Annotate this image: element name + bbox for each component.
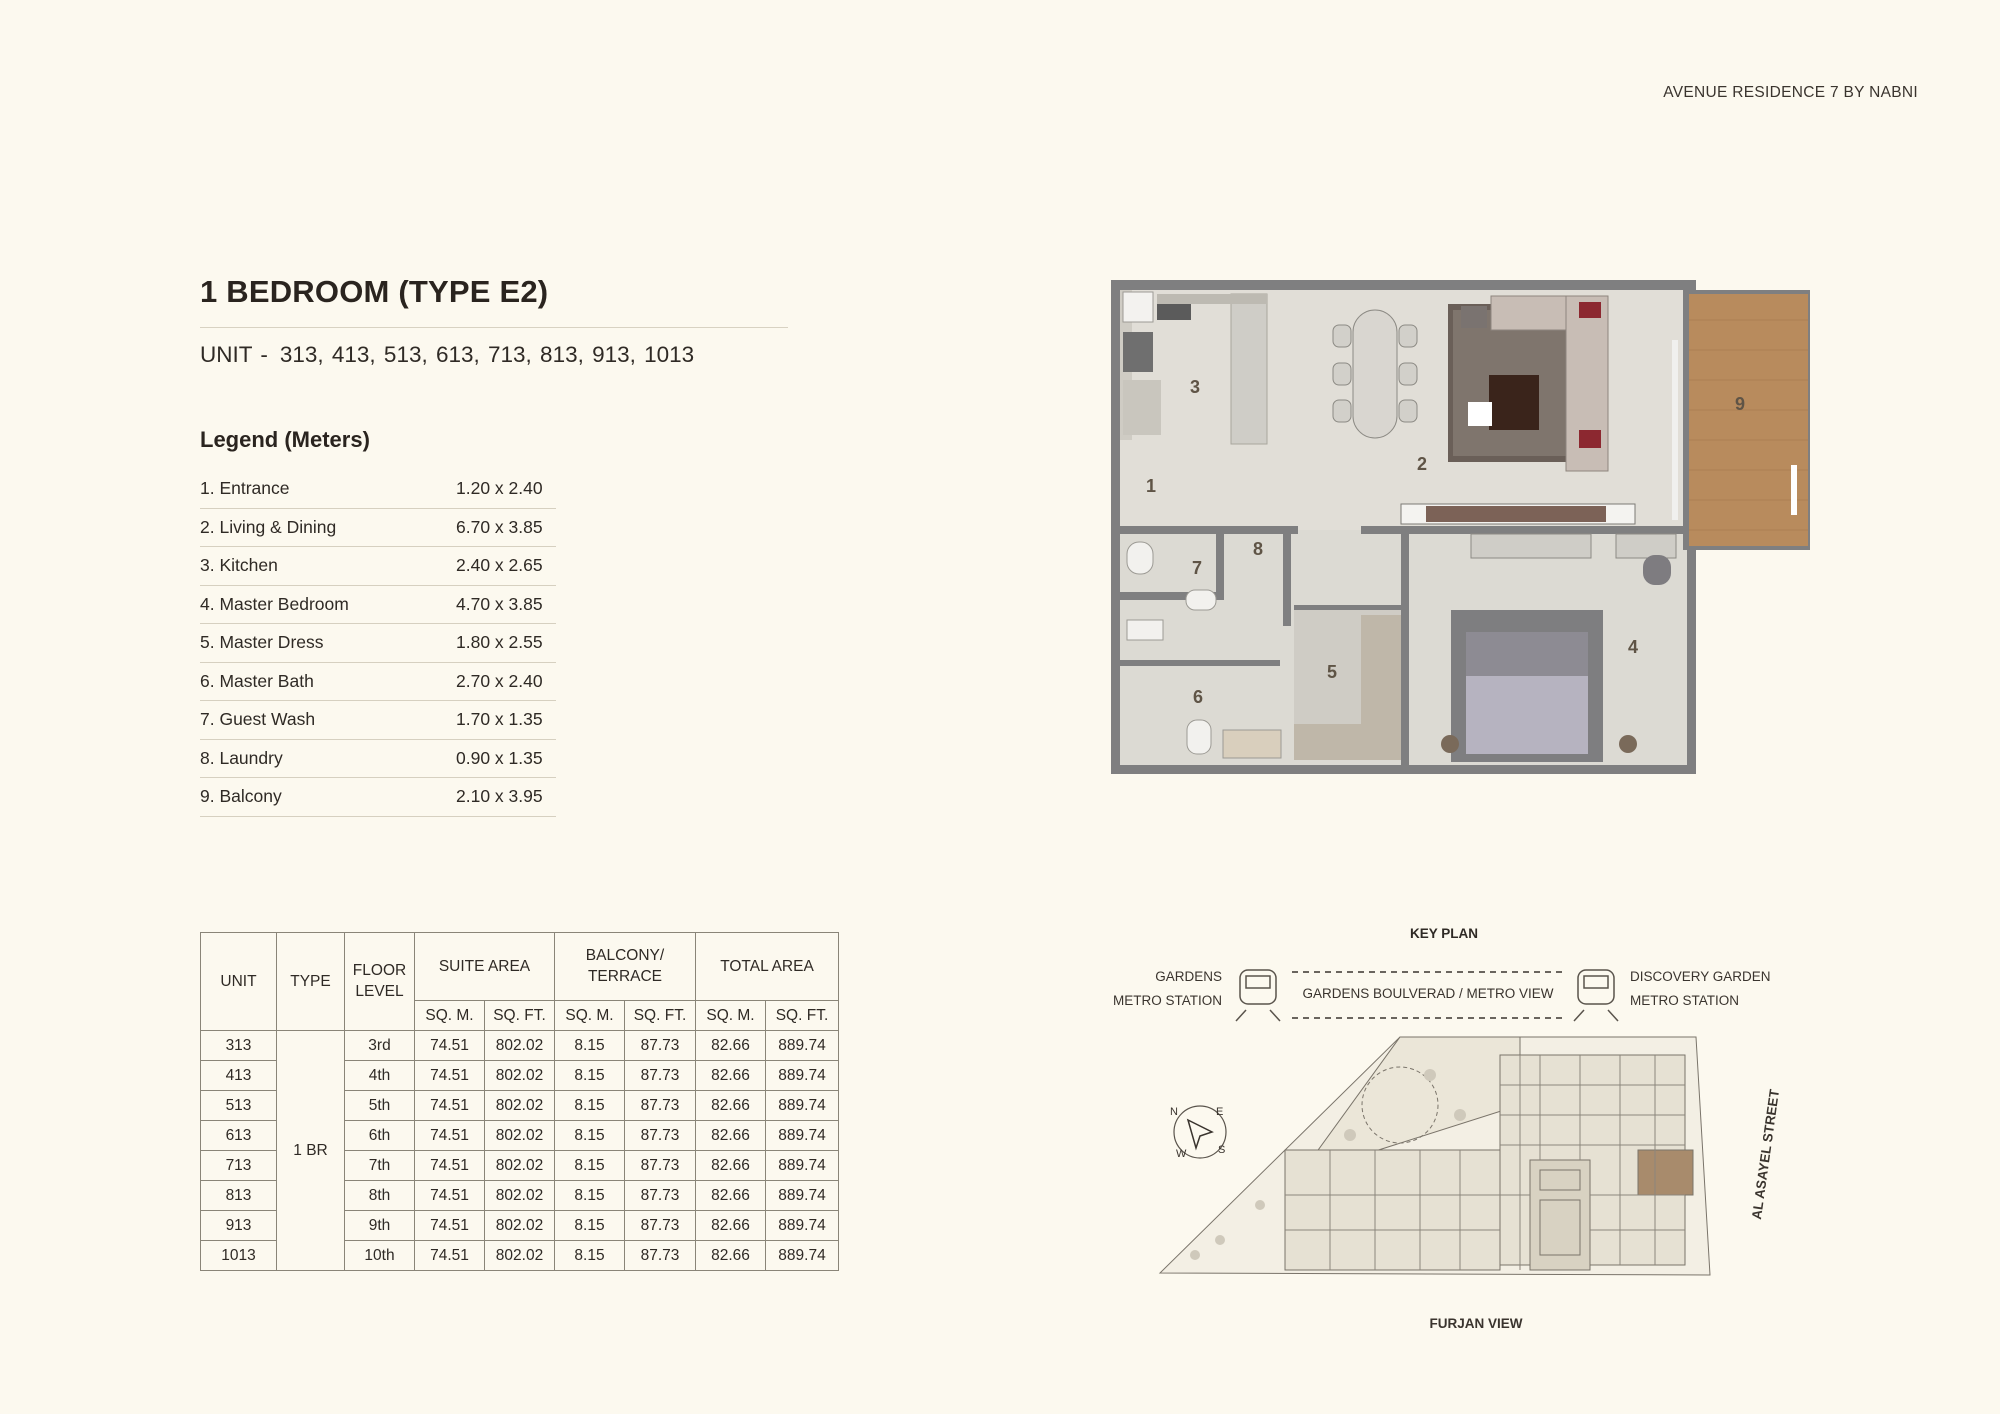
cell-suite-sqft: 802.02 — [485, 1241, 555, 1271]
legend-room-size: 1.20 x 2.40 — [456, 478, 543, 499]
cell-bal-sqft: 87.73 — [625, 1211, 696, 1241]
cell-tot-sqm: 82.66 — [696, 1121, 766, 1151]
cell-suite-sqft: 802.02 — [485, 1181, 555, 1211]
balcony-deck — [1689, 294, 1808, 546]
header-suite-sqm: SQ. M. — [415, 1001, 485, 1031]
room-number-5: 5 — [1326, 662, 1338, 682]
legend-room-name: 7. Guest Wash — [200, 709, 316, 730]
left-station-line2: METRO STATION — [1113, 993, 1222, 1008]
cell-suite-sqft: 802.02 — [485, 1091, 555, 1121]
page-title: 1 BEDROOM (TYPE E2) — [200, 274, 549, 309]
legend-room-name: 4. Master Bedroom — [200, 593, 349, 614]
room-number-3: 3 — [1189, 377, 1201, 397]
compass-s: S — [1218, 1144, 1226, 1156]
cell-suite-sqm: 74.51 — [415, 1091, 485, 1121]
cell-unit: 913 — [201, 1211, 277, 1241]
compass-icon — [1170, 1106, 1226, 1160]
cell-suite-sqm: 74.51 — [415, 1151, 485, 1181]
cell-unit: 813 — [201, 1181, 277, 1211]
cell-bal-sqft: 87.73 — [625, 1181, 696, 1211]
cell-bal-sqm: 8.15 — [555, 1151, 625, 1181]
legend-row — [200, 624, 556, 663]
left-station-line1: GARDENS — [1155, 969, 1222, 984]
room-number-9: 9 — [1734, 394, 1746, 414]
table-row — [201, 1031, 839, 1061]
cell-suite-sqm: 74.51 — [415, 1061, 485, 1091]
cell-suite-sqm: 74.51 — [415, 1181, 485, 1211]
legend-room-size: 1.80 x 2.55 — [456, 632, 543, 653]
legend-room-name: 5. Master Dress — [200, 632, 324, 653]
cell-bal-sqm: 8.15 — [555, 1121, 625, 1151]
legend-row — [200, 663, 556, 702]
room-number-4: 4 — [1627, 637, 1639, 657]
cell-floor: 8th — [345, 1181, 415, 1211]
cell-bal-sqm: 8.15 — [555, 1091, 625, 1121]
compass-e: E — [1216, 1106, 1224, 1118]
legend-room-name: 2. Living & Dining — [200, 516, 337, 537]
room-number-7: 7 — [1191, 558, 1203, 578]
cell-bal-sqm: 8.15 — [555, 1061, 625, 1091]
cell-bal-sqft: 87.73 — [625, 1031, 696, 1061]
legend-list — [200, 470, 556, 817]
cell-floor: 6th — [345, 1121, 415, 1151]
legend-room-name: 3. Kitchen — [200, 555, 278, 576]
legend-room-name: 6. Master Bath — [200, 670, 314, 691]
room-number-1: 1 — [1145, 476, 1157, 496]
legend-room-size: 2.40 x 2.65 — [456, 555, 543, 576]
cell-tot-sqm: 82.66 — [696, 1241, 766, 1271]
cell-unit: 413 — [201, 1061, 277, 1091]
cell-suite-sqm: 74.51 — [415, 1031, 485, 1061]
unit-numbers — [200, 342, 694, 368]
title-divider — [200, 327, 788, 328]
header-balcony-terrace: BALCONY/ TERRACE — [555, 933, 696, 1001]
cell-tot-sqft: 889.74 — [766, 1061, 839, 1091]
legend-room-name: 8. Laundry — [200, 747, 283, 768]
legend-room-size: 2.10 x 3.95 — [456, 786, 543, 807]
key-plan-title: KEY PLAN — [1410, 926, 1479, 941]
street-label: AL ASAYEL STREET — [1748, 1088, 1783, 1221]
compass-n: N — [1170, 1106, 1178, 1118]
area-table-body — [201, 1031, 839, 1271]
compass-w: W — [1176, 1148, 1187, 1160]
legend-room-size: 4.70 x 3.85 — [456, 593, 543, 614]
cell-suite-sqft: 802.02 — [485, 1031, 555, 1061]
cell-bal-sqm: 8.15 — [555, 1241, 625, 1271]
cell-tot-sqft: 889.74 — [766, 1241, 839, 1271]
legend-row — [200, 778, 556, 817]
cell-floor: 5th — [345, 1091, 415, 1121]
cell-suite-sqft: 802.02 — [485, 1211, 555, 1241]
cell-floor: 4th — [345, 1061, 415, 1091]
floor-plan — [1111, 280, 1810, 774]
cell-suite-sqm: 74.51 — [415, 1241, 485, 1271]
header-balcony-sqft: SQ. FT. — [625, 1001, 696, 1031]
legend-row — [200, 586, 556, 625]
cell-floor: 7th — [345, 1151, 415, 1181]
cell-tot-sqft: 889.74 — [766, 1031, 839, 1061]
legend-room-size: 1.70 x 1.35 — [456, 709, 543, 730]
cell-bal-sqm: 8.15 — [555, 1031, 625, 1061]
area-table — [200, 932, 839, 1271]
brand-name: AVENUE RESIDENCE 7 BY NABNI — [1663, 84, 1918, 101]
header-unit: UNIT — [201, 933, 277, 1031]
cell-floor: 3rd — [345, 1031, 415, 1061]
header-total-area: TOTAL AREA — [696, 933, 839, 1001]
cell-unit: 613 — [201, 1121, 277, 1151]
legend-row — [200, 740, 556, 779]
metro-icon-left — [1236, 970, 1280, 1021]
header-suite-sqft: SQ. FT. — [485, 1001, 555, 1031]
cell-tot-sqft: 889.74 — [766, 1151, 839, 1181]
cell-suite-sqft: 802.02 — [485, 1061, 555, 1091]
cell-floor: 10th — [345, 1241, 415, 1271]
room-number-8: 8 — [1252, 539, 1264, 559]
room-number-6: 6 — [1192, 687, 1204, 707]
cell-suite-sqft: 802.02 — [485, 1151, 555, 1181]
cell-suite-sqm: 74.51 — [415, 1211, 485, 1241]
cell-tot-sqm: 82.66 — [696, 1031, 766, 1061]
header-type: TYPE — [277, 933, 345, 1031]
header-total-sqm: SQ. M. — [696, 1001, 766, 1031]
cell-unit: 713 — [201, 1151, 277, 1181]
cell-unit: 1013 — [201, 1241, 277, 1271]
header-balcony-sqm: SQ. M. — [555, 1001, 625, 1031]
legend-row — [200, 509, 556, 548]
cell-tot-sqft: 889.74 — [766, 1121, 839, 1151]
unit-list: 313, 413, 513, 613, 713, 813, 913, 1013 — [279, 342, 695, 367]
furjan-view-label: FURJAN VIEW — [1429, 1316, 1523, 1331]
legend-room-size: 0.90 x 1.35 — [456, 747, 543, 768]
cell-tot-sqm: 82.66 — [696, 1211, 766, 1241]
cell-floor: 9th — [345, 1211, 415, 1241]
legend-row — [200, 547, 556, 586]
header-suite-area: SUITE AREA — [415, 933, 555, 1001]
legend-room-size: 2.70 x 2.40 — [456, 670, 543, 691]
cell-bal-sqft: 87.73 — [625, 1151, 696, 1181]
legend-room-name: 1. Entrance — [200, 478, 290, 499]
legend-room-name: 9. Balcony — [200, 786, 282, 807]
cell-tot-sqft: 889.74 — [766, 1181, 839, 1211]
boulevard-label: GARDENS BOULVERAD / METRO VIEW — [1302, 986, 1554, 1001]
right-station-line1: DISCOVERY GARDEN — [1630, 969, 1771, 984]
cell-type: 1 BR — [277, 1031, 345, 1271]
cell-suite-sqm: 74.51 — [415, 1121, 485, 1151]
cell-bal-sqm: 8.15 — [555, 1181, 625, 1211]
cell-bal-sqft: 87.73 — [625, 1061, 696, 1091]
room-number-2: 2 — [1416, 454, 1428, 474]
cell-tot-sqm: 82.66 — [696, 1151, 766, 1181]
cell-tot-sqm: 82.66 — [696, 1061, 766, 1091]
cell-bal-sqft: 87.73 — [625, 1241, 696, 1271]
legend-title: Legend (Meters) — [200, 427, 370, 452]
cell-unit: 513 — [201, 1091, 277, 1121]
cell-bal-sqm: 8.15 — [555, 1211, 625, 1241]
cell-tot-sqm: 82.66 — [696, 1181, 766, 1211]
cell-tot-sqm: 82.66 — [696, 1091, 766, 1121]
cell-unit: 313 — [201, 1031, 277, 1061]
cell-tot-sqft: 889.74 — [766, 1211, 839, 1241]
key-plan — [1100, 955, 1800, 1335]
cell-tot-sqft: 889.74 — [766, 1091, 839, 1121]
right-station-line2: METRO STATION — [1630, 993, 1739, 1008]
site-plan — [1160, 1037, 1710, 1275]
header-total-sqft: SQ. FT. — [766, 1001, 839, 1031]
legend-room-size: 6.70 x 3.85 — [456, 516, 543, 537]
legend-row — [200, 701, 556, 740]
cell-bal-sqft: 87.73 — [625, 1091, 696, 1121]
metro-icon-right — [1574, 970, 1618, 1021]
unit-label: UNIT - — [200, 342, 268, 367]
cell-suite-sqft: 802.02 — [485, 1121, 555, 1151]
header-floor-level: FLOOR LEVEL — [345, 933, 415, 1031]
legend-row — [200, 470, 556, 509]
cell-bal-sqft: 87.73 — [625, 1121, 696, 1151]
